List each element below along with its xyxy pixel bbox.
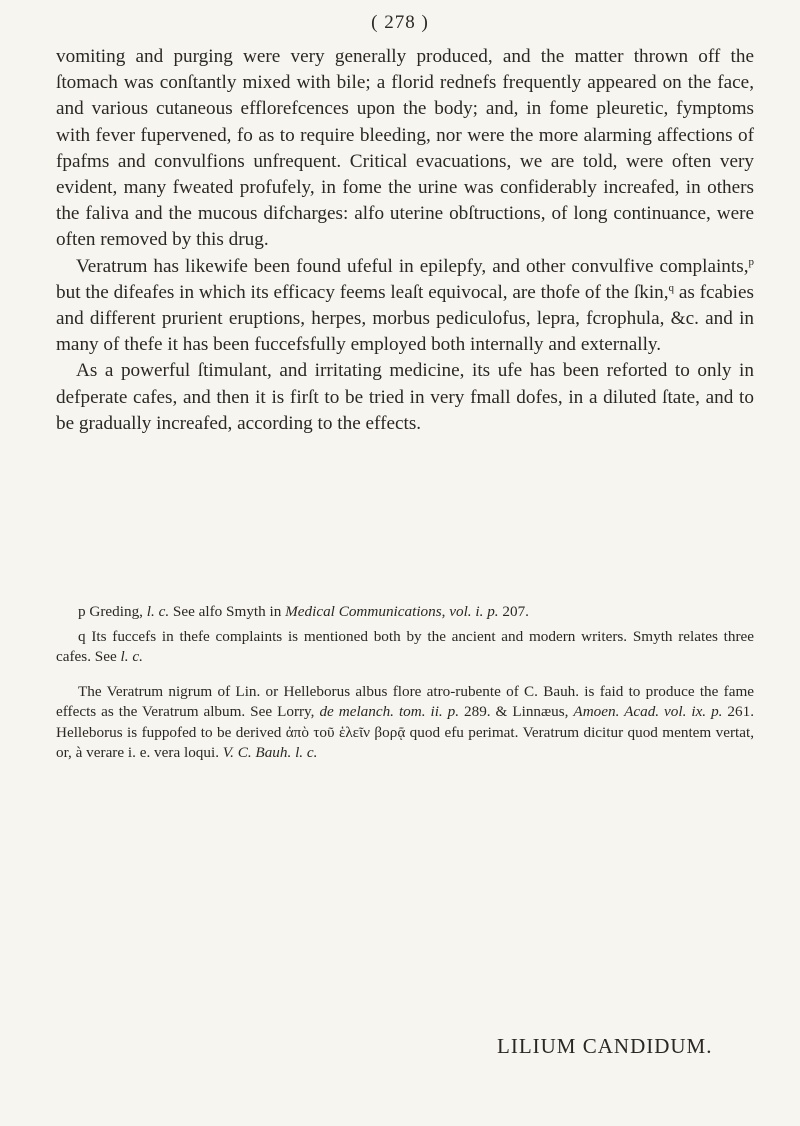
catchword-next-heading: LILIUM CANDIDUM.: [497, 1034, 713, 1058]
footnote-p: p Greding, l. c. See alfo Smyth in Medical Communications, vol. i. p. 207.: [78, 603, 529, 620]
footnote-ref-p: p: [748, 255, 754, 268]
footnote-mark: p: [78, 603, 86, 620]
paragraph-text: Veratrum has likewife been found ufeful in epilepfy, and other convulfive complaints,: [76, 255, 749, 277]
footnote-ref-q: q: [668, 281, 675, 294]
paragraph-text: but the difeafes in which its efficacy feems leaſt equivocal, are thofe of the ſkin,: [56, 281, 669, 303]
paragraph-continuation: vomiting and purging were very generally produced, and the matter thrown off the ſtomach was conſtantly mixed with bile; a florid rednefs frequently appeared on the face, and various cutaneous efflorefcences upon the body; and, in fome pleuretic, fymptoms with fever fupervened, fo as to require bleeding, nor were the more alarming affections of fpafms and convulfions unfrequent. Critical evacuations, we are told, were often very evident, many fweated profufely, in fome the urine was confiderably increafed, in others the faliva and the mucous difcharges: alfo uterine obſtructions, of long continuance, were often removed by this drug.: [56, 46, 754, 251]
main-text: [56, 44, 754, 437]
page-number: ( 278 ): [371, 12, 429, 33]
footnote-q: q Its fuccefs in thefe complaints is mentioned both by the ancient and modern writers. Smyth relates three cafes. See l. c.: [56, 627, 754, 665]
note-veratrum-nigrum: The Veratrum nigrum of Lin. or Helleborus albus flore atro-rubente of C. Bauh. is faid to produce the fame effects as the Veratrum album. See Lorry, de melanch. tom. ii. p. 289. & Linnæus, Amoen. Acad. vol. ix. p. 261. Helleborus is fuppofed to be derived ἀπὸ τοῦ ἑλεῖν βορᾷ quod efu perimat. Veratrum dicitur quod mentem vertat, or, à verare i. e. vera loqui. V. C. Bauh. l. c.: [56, 682, 755, 761]
footnote-mark: q: [78, 627, 86, 645]
paragraph-veratrum-uses: [56, 254, 754, 359]
paragraph-text: as fcabies and different prurient eruptions, herpes, morbus pediculofus, lepra, fcrophula, &c. and in many of thefe it has been fuccefsfully employed both internally and externally.: [56, 281, 754, 356]
paragraph-stimulant: As a powerful ſtimulant, and irritating medicine, its ufe has been reforted to only in defperate cafes, and then it is firſt to be tried in very fmall dofes, in a diluted ſtate, and to be gradually increafed, according to the effects.: [56, 360, 754, 434]
greek-etymology: ἀπὸ τοῦ ἑλεῖν βορᾷ: [285, 723, 406, 741]
footnotes: [56, 602, 754, 768]
